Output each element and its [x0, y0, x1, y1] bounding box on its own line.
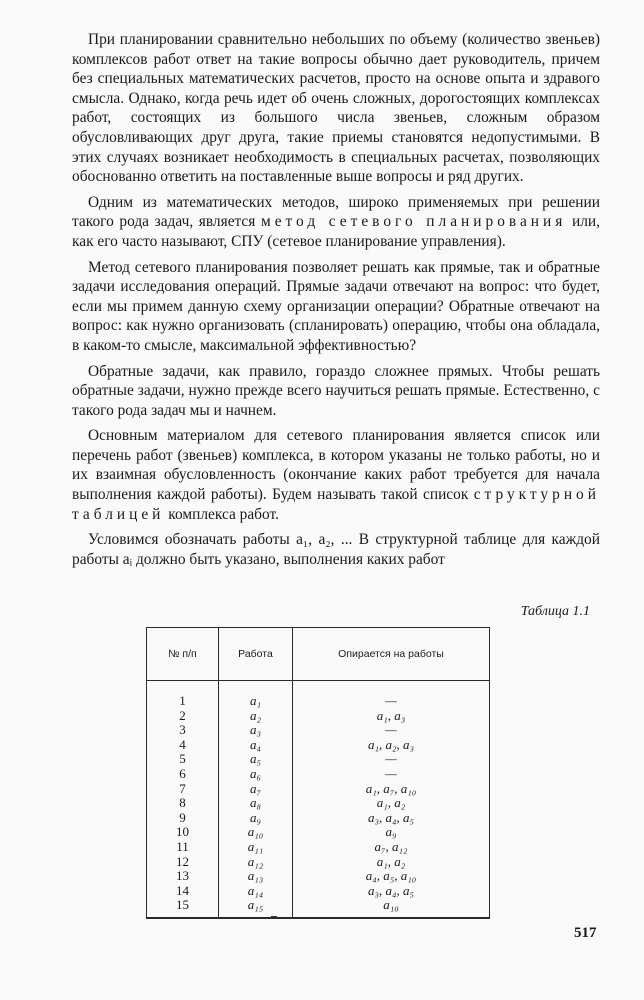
- row-number: 5: [179, 751, 186, 767]
- table-caption: Таблица 1.1: [520, 604, 590, 619]
- row-work: a₁₃: [247, 868, 264, 884]
- row-number: 13: [176, 868, 189, 884]
- row-depends: a₁, a₂: [376, 853, 406, 869]
- row-depends: —: [385, 765, 397, 781]
- row-depends: a₄, a₅, a₁₀: [365, 868, 417, 884]
- row-number: 3: [179, 722, 186, 738]
- header-number: № п/п: [147, 628, 219, 680]
- row-depends: a₉: [385, 824, 397, 840]
- row-depends: a₁, a₂, a₃: [367, 736, 415, 752]
- row-number: 10: [176, 824, 189, 840]
- row-work: a₆: [249, 765, 262, 781]
- row-number: 2: [179, 707, 186, 723]
- row-work: a₁₄: [247, 882, 264, 898]
- row-work: a₁₁: [247, 838, 264, 854]
- table-body: [147, 680, 489, 917]
- row-number: 7: [179, 780, 186, 796]
- paragraph-2: [72, 193, 600, 252]
- structural-table-term: структурной таблицей: [72, 486, 600, 523]
- row-depends: a₁, a₃: [376, 707, 406, 723]
- row-depends: a₃, a₄, a₅: [367, 809, 415, 825]
- row-depends: —: [385, 693, 397, 708]
- row-depends: a₁, a₇, a₁₀: [365, 780, 417, 796]
- row-depends: a₁₀: [383, 897, 399, 913]
- table-header: [147, 628, 489, 681]
- page-number: 517: [574, 925, 597, 941]
- paragraph-5-start: Основным материалом для сетевого планирования является список или перечень работ (звеньев) комплекса, в котором указаны не только работы, но и их взаимная обусловленность (окончание каких работ требуется для начала выполнения каждой работы). Будем называть такой список: [72, 427, 600, 504]
- row-work: a₉: [249, 809, 262, 825]
- paragraph-1: При планировании сравнительно небольших по объему (количество звеньев) комплексов работ ответ на такие вопросы обычно дает руководитель, причем без специальных математических расчетов, просто на основе опыта и здравого смысла. Однако, когда речь идет об очень сложных, дорогостоящих комплексах работ, состоящих из большого числа звеньев, сложным образом обусловливающих друг друга, такие приемы становятся недопустимыми. В этих случаях возникает необходимость в специальных расчетах, позволяющих обоснованно ответить на поставленные выше вопросы и ряд других.: [72, 31, 600, 186]
- row-number: 15: [176, 897, 189, 913]
- row-number: 4: [179, 736, 186, 752]
- paragraph-2-start: Одним из математических методов, широко применяемых при решении такого рода задач, является: [72, 193, 600, 231]
- work-column: [219, 680, 293, 917]
- row-work: a₁: [249, 693, 262, 708]
- paragraph-5-end: комплекса работ.: [164, 505, 279, 523]
- number-column: [147, 680, 219, 917]
- paragraph-5: [72, 426, 600, 524]
- row-number: 12: [176, 853, 189, 869]
- row-number: 11: [176, 838, 189, 854]
- row-work: a₄: [249, 736, 262, 752]
- table-footer-mark: [271, 916, 277, 918]
- row-depends: a₁, a₂: [376, 795, 406, 811]
- row-work: a₈: [249, 795, 262, 811]
- structure-table: [146, 627, 490, 919]
- paragraph-3: Метод сетевого планирования позволяет решать как прямые, так и обратные задачи исследования операций. Прямые задачи отвечают на вопрос: что будет, если мы примем данную схему организации операции? Обратные отвечают на вопрос: как нужно организовать (спланировать) операцию, чтобы она обладала, в каком-то смысле, максимальной эффективностью?: [72, 258, 600, 354]
- row-number: 14: [176, 882, 189, 898]
- row-depends: —: [385, 722, 397, 738]
- row-number: 6: [179, 765, 186, 781]
- network-planning-method-term: метод сетевого планирования: [260, 213, 567, 231]
- row-work: a₇: [249, 780, 262, 796]
- row-work: a₅: [249, 751, 262, 767]
- row-number: 1: [179, 693, 186, 708]
- paragraph-4: Обратные задачи, как правило, гораздо сложнее прямых. Чтобы решать обратные задачи, нужно прежде всего научиться решать прямые. Естественно, с такого рода задач мы и начнем.: [72, 362, 600, 419]
- row-work: a₁₅: [247, 897, 264, 913]
- row-depends: —: [385, 751, 397, 767]
- row-number: 8: [179, 795, 186, 811]
- row-work: a₁₂: [247, 853, 264, 869]
- row-work: a₂: [249, 707, 262, 723]
- row-depends: a₇, a₁₂: [374, 838, 408, 854]
- row-depends: a₃, a₄, a₅: [367, 882, 415, 898]
- paragraph-2-end: или, как его часто называют, СПУ (сетевое планирование управления).: [72, 213, 600, 250]
- header-depends-on: Опирается на работы: [338, 648, 444, 660]
- row-work: a₃: [249, 722, 262, 738]
- depends-column: [293, 680, 489, 917]
- paragraph-6: Условимся обозначать работы a₁, a₂, ... В структурной таблице для каждой работы aᵢ должно быть указано, выполнения каких работ: [72, 531, 600, 568]
- header-work: Работа: [219, 628, 293, 680]
- row-work: a₁₀: [247, 824, 264, 840]
- body-text: [72, 30, 600, 575]
- row-number: 9: [179, 809, 186, 825]
